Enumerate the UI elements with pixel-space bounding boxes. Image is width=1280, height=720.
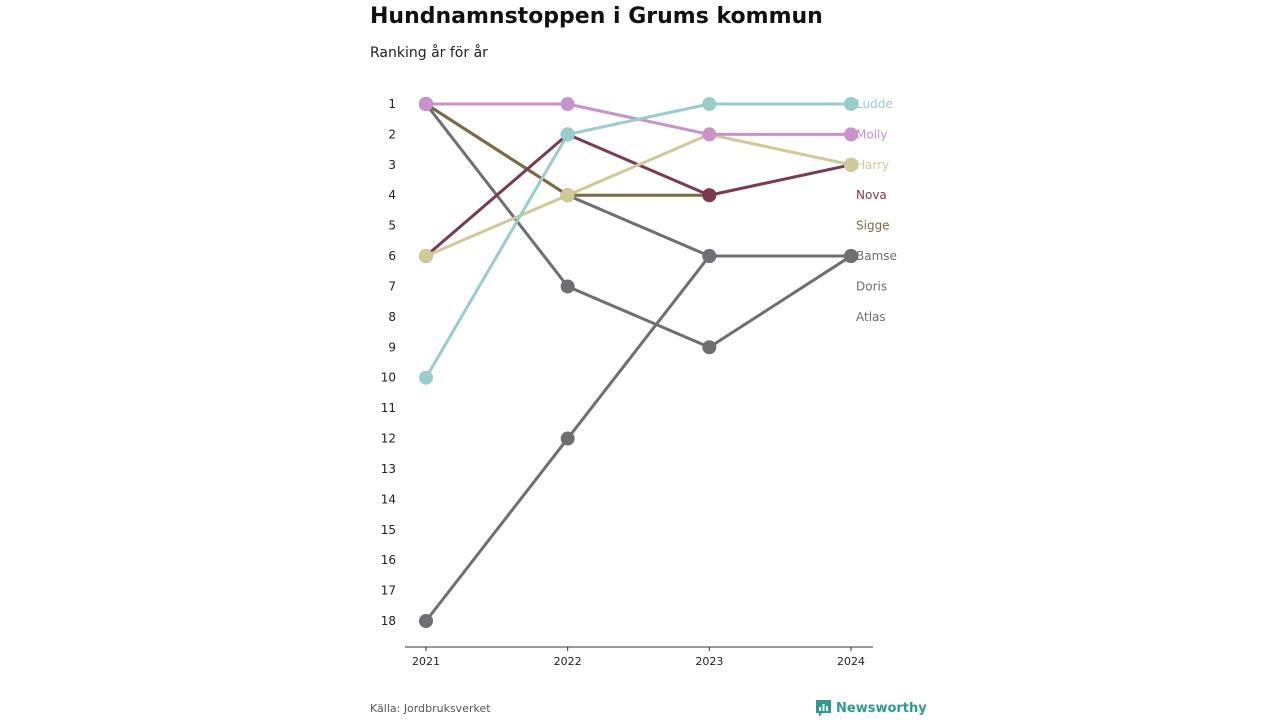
data-point-harry bbox=[561, 188, 575, 202]
y-tick-label: 13 bbox=[380, 461, 396, 476]
x-tick-label: 2024 bbox=[837, 655, 865, 668]
y-tick-label: 6 bbox=[388, 249, 396, 264]
y-tick-label: 7 bbox=[388, 279, 396, 294]
y-tick-label: 15 bbox=[380, 522, 396, 537]
y-tick-label: 10 bbox=[380, 370, 396, 385]
series-label-doris: Doris bbox=[856, 279, 888, 294]
y-tick-label: 5 bbox=[388, 218, 396, 233]
series-label-atlas: Atlas bbox=[856, 309, 886, 324]
data-point-molly bbox=[419, 97, 433, 111]
data-point-atlas bbox=[702, 340, 716, 354]
data-point-ludde bbox=[419, 371, 433, 385]
data-point-nova bbox=[702, 188, 716, 202]
y-tick-label: 1 bbox=[388, 97, 396, 111]
x-tick-label: 2021 bbox=[412, 655, 440, 668]
chart-title: Hundnamnstoppen i Grums kommun bbox=[370, 4, 823, 29]
y-tick-label: 3 bbox=[388, 157, 396, 172]
data-point-doris bbox=[419, 614, 433, 628]
data-point-molly bbox=[561, 97, 575, 111]
series-line-doris bbox=[426, 256, 851, 621]
series-label-molly: Molly bbox=[856, 127, 888, 142]
source-note: Källa: Jordbruksverket bbox=[370, 702, 491, 715]
series-label-ludde: Ludde bbox=[856, 97, 893, 111]
data-point-doris bbox=[561, 432, 575, 446]
brand-name: Newsworthy bbox=[836, 701, 927, 716]
data-point-ludde bbox=[702, 97, 716, 111]
series-label-nova: Nova bbox=[856, 188, 887, 203]
y-tick-label: 18 bbox=[380, 614, 396, 628]
y-tick-label: 17 bbox=[380, 583, 396, 598]
data-point-ludde bbox=[561, 127, 575, 141]
x-tick-label: 2022 bbox=[553, 655, 582, 668]
y-tick-label: 14 bbox=[380, 492, 396, 507]
data-point-bamse bbox=[702, 249, 716, 263]
y-tick-label: 9 bbox=[388, 340, 396, 355]
data-point-atlas bbox=[561, 279, 575, 293]
y-tick-label: 11 bbox=[380, 401, 396, 416]
y-tick-label: 12 bbox=[380, 431, 396, 446]
series-line-sigge bbox=[426, 104, 709, 195]
y-tick-label: 2 bbox=[388, 127, 396, 142]
y-tick-label: 4 bbox=[388, 188, 396, 203]
y-tick-label: 16 bbox=[380, 553, 396, 568]
data-point-molly bbox=[702, 127, 716, 141]
series-label-harry: Harry bbox=[856, 157, 890, 172]
y-tick-label: 8 bbox=[388, 309, 396, 324]
series-label-sigge: Sigge bbox=[856, 218, 890, 233]
chart-subtitle: Ranking år för år bbox=[370, 45, 488, 61]
data-point-harry bbox=[419, 249, 433, 263]
x-tick-label: 2023 bbox=[695, 655, 724, 668]
series-label-bamse: Bamse bbox=[856, 249, 897, 264]
newsworthy-logo-icon bbox=[816, 700, 831, 717]
brand-logo bbox=[816, 700, 927, 717]
